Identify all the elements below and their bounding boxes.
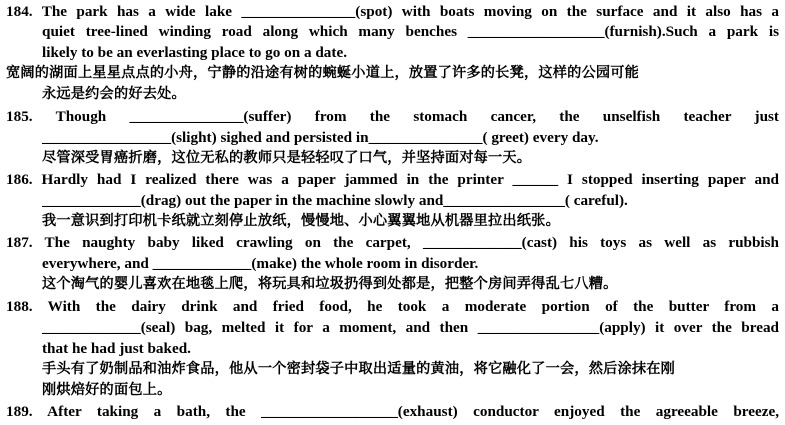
question-number: 188. [6, 298, 33, 315]
question-187-line-2: everywhere, and _____________(make) the whole room in disorder. [42, 255, 479, 272]
question-185-translation-1: 尽管深受胃癌折磨，这位无私的教师只是轻轻叹了口气，并坚持面对每一天。 [42, 150, 532, 166]
question-184-translation-2: 永远是约会的好去处。 [42, 86, 186, 102]
question-189-line-1 [6, 401, 779, 422]
question-number: 184. [6, 3, 33, 20]
question-text: Though _______________(suffer) from the stomach cancer, the unselfish teacher just [55, 108, 779, 125]
question-text: With the dairy drink and fried food, he took a moderate portion of the butter from a [47, 298, 779, 315]
question-188-translation-1: 手头有了奶制品和油炸食品，他从一个密封袋子中取出适量的黄油，将它融化了一会，然后涂抹在刚 [42, 361, 676, 377]
question-188-line-2: _____________(seal) bag, melted it for a moment, and then ________________(apply) it over the bread [42, 319, 779, 336]
question-text: Hardly had I realized there was a paper jammed in the printer ______ I stopped inserting paper and [41, 171, 779, 188]
question-186-line-1 [6, 169, 779, 190]
question-number: 189. [6, 403, 33, 420]
question-188-line-1 [6, 296, 779, 317]
question-text: The park has a wide lake _______________(spot) with boats moving on the surface and it also has a [41, 3, 779, 20]
question-185-line-2: _________________(slight) sighed and persisted in_______________( greet) every day. [42, 129, 599, 146]
question-187-line-1 [6, 232, 779, 253]
question-186-translation-1: 我一意识到打印机卡纸就立刻停止放纸，慢慢地、小心翼翼地从机器里拉出纸张。 [42, 213, 560, 229]
question-186-line-2: _____________(drag) out the paper in the machine slowly and________________( careful). [42, 192, 628, 209]
question-number: 186. [6, 171, 33, 188]
question-188-translation-2: 刚烘焙好的面包上。 [42, 382, 172, 398]
question-number: 185. [6, 108, 33, 125]
question-184-line-3: likely to be an everlasting place to go on a date. [42, 44, 347, 61]
question-188-line-3: that he had just baked. [42, 340, 191, 357]
question-184-translation-1: 宽阔的湖面上星星点点的小舟，宁静的沿途有树的蜿蜒小道上，放置了许多的长凳，这样的公园可能 [6, 65, 640, 81]
question-184-line-2: quiet tree-lined winding road along which many benches __________________(furnish).Such a park is [42, 23, 779, 40]
question-number: 187. [6, 234, 33, 251]
question-187-translation-1: 这个淘气的婴儿喜欢在地毯上爬，将玩具和垃圾扔得到处都是，把整个房间弄得乱七八糟。 [42, 276, 618, 292]
question-184-line-1 [6, 1, 779, 22]
question-text: The naughty baby liked crawling on the carpet, _____________(cast) his toys as well as rubbish [44, 234, 779, 251]
question-185-line-1 [6, 106, 779, 127]
question-text: After taking a bath, the __________________(exhaust) conductor enjoyed the agreeable breeze, [47, 403, 779, 420]
